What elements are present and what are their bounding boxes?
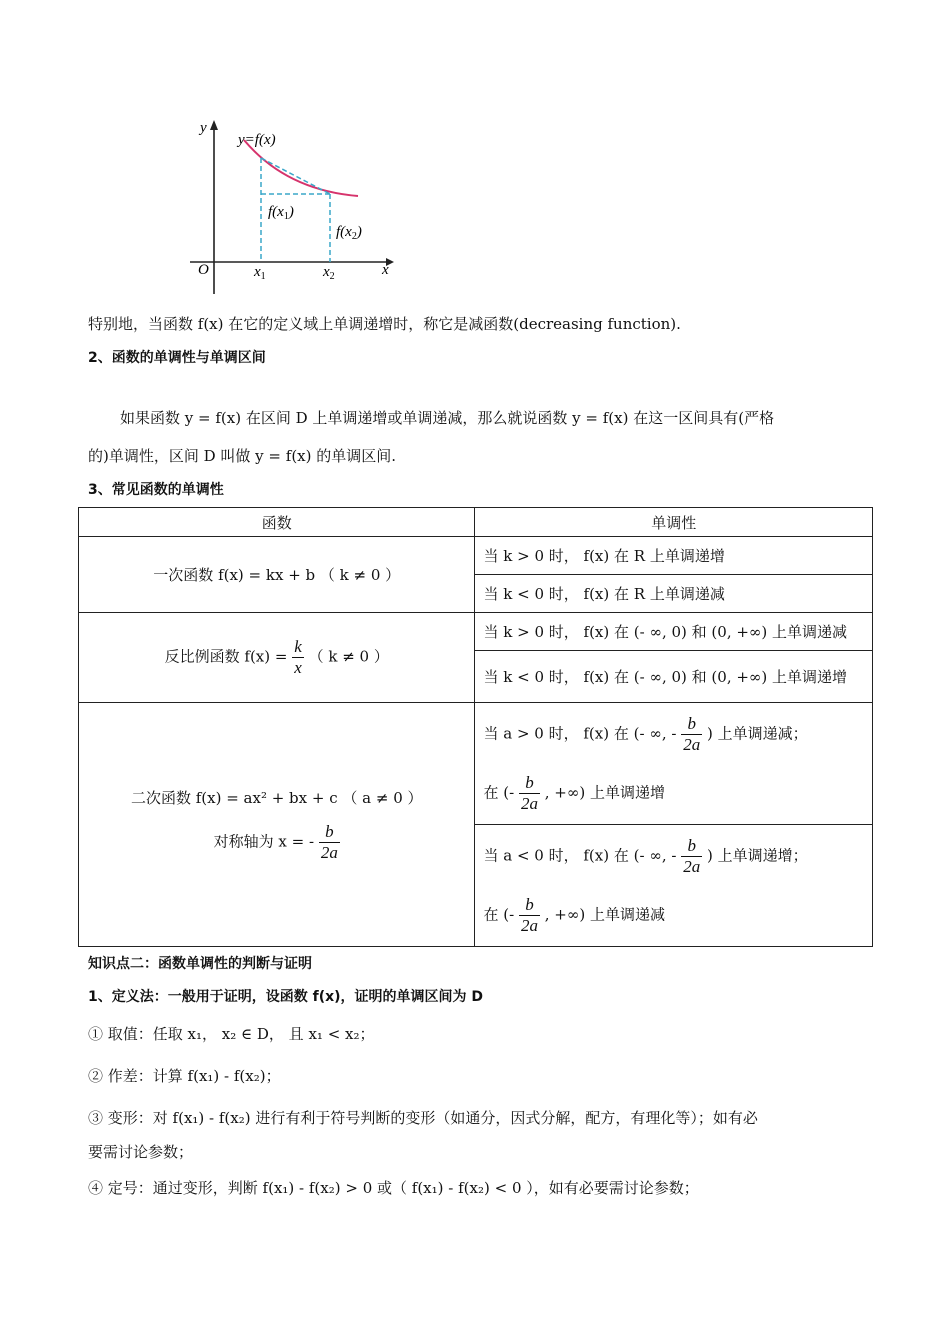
- symmetry-axis: 对称轴为 x = - $\frac{b}{2a}$: [213, 821, 338, 862]
- x-axis-label: x: [382, 262, 389, 278]
- knowledge-point-2-title: 知识点二：函数单调性的判断与证明: [88, 956, 312, 972]
- decreasing-function-figure: [186, 108, 406, 298]
- inverse-positive-cell: 当 k > 0 时， f(x) 在 (- ∞, 0) 和 (0, +∞) 上单调递减: [475, 613, 873, 651]
- step-2: ② 作差：计算 f(x₁) - f(x₂)；: [88, 1067, 281, 1085]
- secant-line: [261, 158, 330, 194]
- step-3-line2: 要需讨论参数；: [88, 1143, 194, 1161]
- step-4: ④ 定号：通过变形，判断 f(x₁) - f(x₂) > 0 或（ f(x₁) - f(x₂) < 0 ），如有必要需讨论参数；: [88, 1179, 699, 1197]
- axis-fraction: $\frac{b}{2a}$: [320, 821, 338, 862]
- linear-function-cell: 一次函数 f(x) = kx + b （ k ≠ 0 ）: [79, 537, 475, 613]
- y-axis-label: y: [200, 120, 207, 136]
- table-header-row: [79, 508, 873, 537]
- header-monotonicity: 单调性: [475, 508, 873, 537]
- y-axis-arrow: [210, 120, 218, 130]
- header-function: 函数: [79, 508, 475, 537]
- definition-method-line: 1、定义法：一般用于证明，设函数 f(x)，证明的单调区间为 D: [88, 989, 484, 1005]
- paragraph-decreasing: 特别地，当函数 f(x) 在它的定义域上单调递增时，称它是减函数(decreasing function).: [88, 315, 681, 333]
- x1-label: $x_1$: [254, 264, 266, 282]
- table-row: [79, 703, 873, 825]
- paragraph-monotonic-line1: 如果函数 y = f(x) 在区间 D 上单调递增或单调递减，那么就说函数 y = f(x) 在这一区间具有(严格: [120, 409, 775, 427]
- paragraph-monotonic-line2: 的)单调性，区间 D 叫做 y = f(x) 的单调区间.: [88, 447, 397, 465]
- fx1-label: $f(x_1)$: [268, 204, 294, 222]
- curve-label: y=f(x): [238, 132, 276, 148]
- inverse-function-cell: 反比例函数 f(x) = $\frac{k}{x}$ （ k ≠ 0 ）: [79, 613, 475, 703]
- x2-label: $x_2$: [323, 264, 335, 282]
- section-2-title: 2、函数的单调性与单调区间: [88, 350, 266, 366]
- section-3-title: 3、常见函数的单调性: [88, 482, 224, 498]
- step-3-line1: ③ 变形：对 f(x₁) - f(x₂) 进行有利于符号判断的变形（如通分，因式分解，配方，有理化等）；如有必: [88, 1109, 758, 1127]
- inverse-negative-cell: 当 k < 0 时， f(x) 在 (- ∞, 0) 和 (0, +∞) 上单调递增: [475, 651, 873, 703]
- linear-positive-cell: 当 k > 0 时， f(x) 在 R 上单调递增: [475, 537, 873, 575]
- origin-label: O: [198, 262, 209, 278]
- table-row: [79, 613, 873, 651]
- quadratic-negative-cell: 当 a < 0 时， f(x) 在 (- ∞, - $\frac{b}{2a}$ ) 上单调递增； 在 (- $\frac{b}{2a}$ , +∞) 上单调递减: [475, 825, 873, 947]
- quadratic-function-cell: [79, 703, 475, 947]
- quadratic-formula: 二次函数 f(x) = ax² + bx + c （ a ≠ 0 ）: [130, 788, 423, 807]
- step-1: ① 取值：任取 x₁， x₂ ∈ D， 且 x₁ < x₂；: [88, 1025, 375, 1043]
- monotonicity-table: [78, 507, 873, 947]
- table-row: [79, 537, 873, 575]
- fx2-label: $f(x_2)$: [336, 224, 362, 242]
- quadratic-positive-cell: 当 a > 0 时， f(x) 在 (- ∞, - $\frac{b}{2a}$ ) 上单调递减； 在 (- $\frac{b}{2a}$ , +∞) 上单调递增: [475, 703, 873, 825]
- inverse-fraction: $\frac{k}{x}$: [294, 637, 302, 677]
- linear-negative-cell: 当 k < 0 时， f(x) 在 R 上单调递减: [475, 575, 873, 613]
